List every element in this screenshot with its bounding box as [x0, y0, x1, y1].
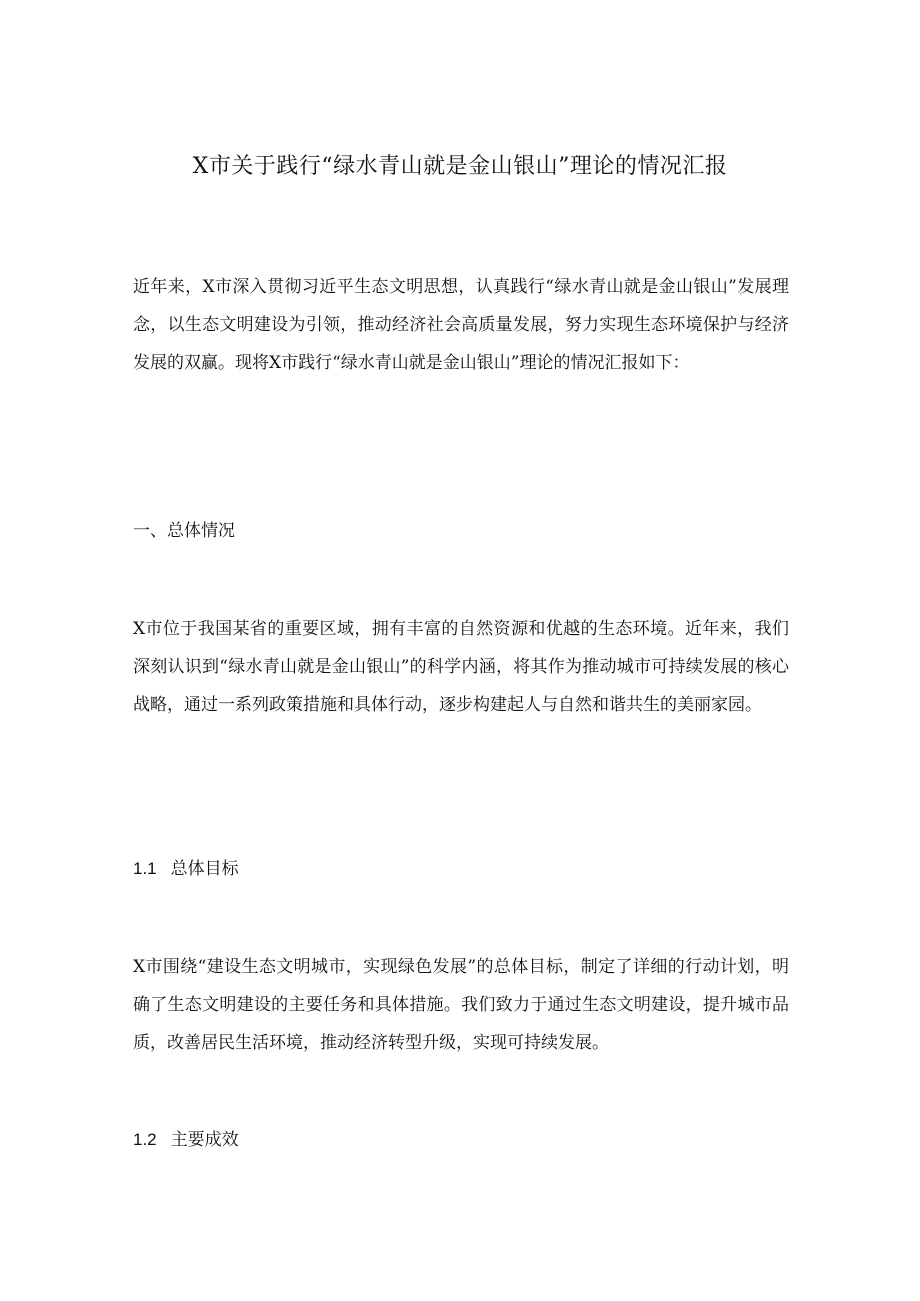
- subsection-goals-paragraph: X市围绕“建设生态文明城市，实现绿色发展”的总体目标，制定了详细的行动计划，明确了生态文明建设的主要任务和具体措施。我们致力于通过生态文明建设，提升城市品质，改善居民生活环境，推动经济转型升级，实现可持续发展。: [133, 957, 789, 1053]
- subsection-number: 1.1: [133, 859, 157, 878]
- subsection-title: 总体目标: [170, 859, 239, 879]
- subsection-number: 1.2: [133, 1130, 157, 1149]
- subsection-heading-results: [133, 1125, 789, 1155]
- section-overall-paragraph: X市位于我国某省的重要区域，拥有丰富的自然资源和优越的生态环境。近年来，我们深刻认识到“绿水青山就是金山银山”的科学内涵，将其作为推动城市可持续发展的核心战略，通过一系列政策措施和具体行动，逐步构建起人与自然和谐共生的美丽家园。: [133, 619, 789, 715]
- section-heading-overall: 一、总体情况: [133, 521, 235, 541]
- subsection-title: 主要成效: [170, 1130, 239, 1150]
- document-title: X市关于践行“绿水青山就是金山银山”理论的情况汇报: [192, 154, 728, 179]
- intro-paragraph: 近年来，X市深入贯彻习近平生态文明思想，认真践行“绿水青山就是金山银山”发展理念，以生态文明建设为引领，推动经济社会高质量发展，努力实现生态环境保护与经济发展的双赢。现将X市践行“绿水青山就是金山银山”理论的情况汇报如下：: [133, 277, 789, 373]
- subsection-heading-goals: [133, 854, 789, 884]
